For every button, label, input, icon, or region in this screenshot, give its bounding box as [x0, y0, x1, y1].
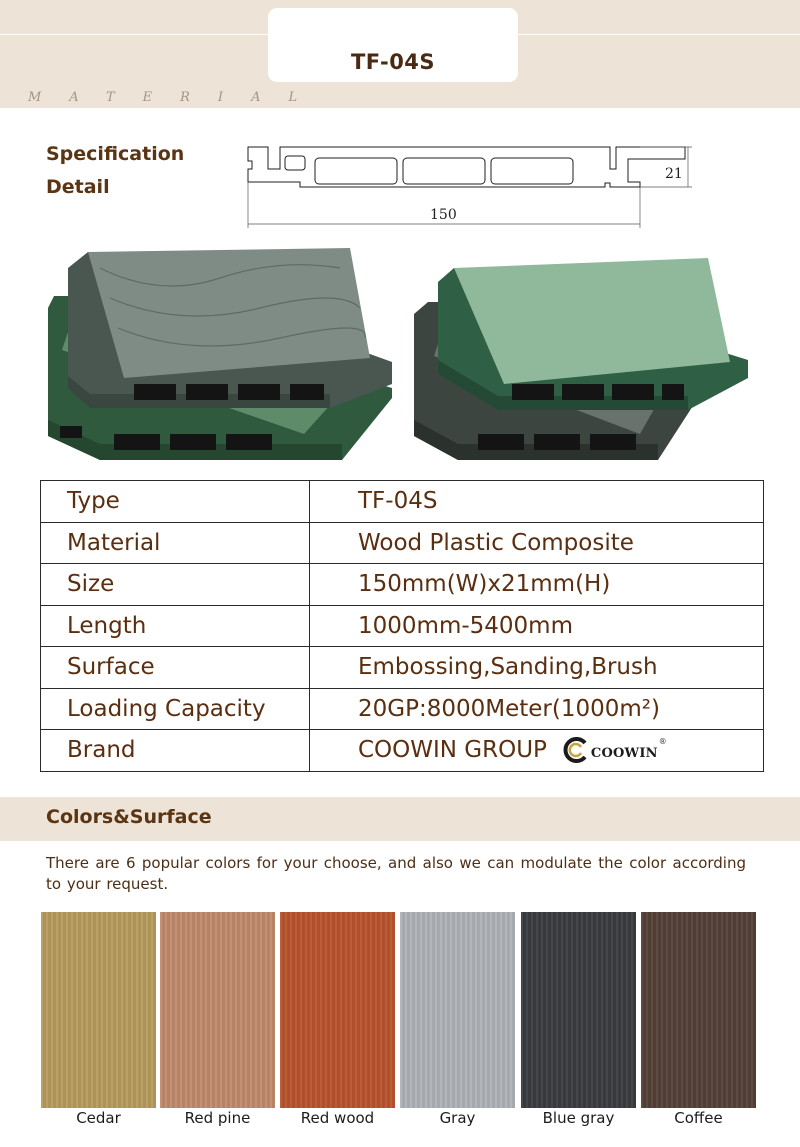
- back-hole-3: [590, 434, 636, 450]
- row-value-brand: COOWIN GROUP: [358, 737, 547, 764]
- swatch-label-blue-gray: Blue gray: [542, 1109, 615, 1127]
- swatch-label-red-pine: Red pine: [184, 1109, 251, 1127]
- swatch-label-red-wood: Red wood: [300, 1109, 375, 1127]
- spec-table: [40, 480, 764, 772]
- front-hole-3: [238, 384, 280, 400]
- table-row: [41, 481, 764, 523]
- row-value-surface: Embossing,Sanding,Brush: [310, 647, 764, 689]
- swatch-coffee: [641, 912, 756, 1108]
- page-title: TF-04S: [350, 50, 436, 74]
- profile-hollow-1: [315, 158, 397, 184]
- row-label-length: Length: [41, 605, 310, 647]
- row-label-size: Size: [41, 564, 310, 606]
- row-label-type: Type: [41, 481, 310, 523]
- table-row: [41, 730, 764, 772]
- profile-outline: [248, 147, 685, 187]
- table-row: [41, 647, 764, 689]
- table-row: [41, 605, 764, 647]
- front-hole-2: [186, 384, 228, 400]
- row-value-length: 1000mm-5400mm: [310, 605, 764, 647]
- colors-surface-band: [0, 797, 800, 841]
- row-value-size: 150mm(W)x21mm(H): [310, 564, 764, 606]
- spec-heading-line1: Specification: [46, 143, 185, 165]
- profile-cross-section-drawing: [230, 140, 700, 232]
- spec-heading-line2: Detail: [46, 176, 110, 198]
- row-label-surface: Surface: [41, 647, 310, 689]
- front-hole-3: [612, 384, 654, 400]
- back-hole-2: [170, 434, 216, 450]
- front-hole-4: [290, 384, 324, 400]
- back-hole-1: [114, 434, 160, 450]
- row-label-brand: Brand: [41, 730, 310, 772]
- back-hole-1: [478, 434, 524, 450]
- front-board-face: [88, 248, 370, 378]
- row-label-material: Material: [41, 522, 310, 564]
- front-hole-2: [562, 384, 604, 400]
- coowin-logo: [563, 737, 667, 763]
- table-row: [41, 564, 764, 606]
- row-value-type: TF-04S: [310, 481, 764, 523]
- product-photo-gray-green: [40, 238, 400, 468]
- swatch-red-wood: [280, 912, 395, 1108]
- table-row: [41, 688, 764, 730]
- colors-surface-heading: Colors&Surface: [46, 806, 212, 828]
- back-hole-3: [226, 434, 272, 450]
- swatch-label-cedar: Cedar: [76, 1109, 121, 1127]
- product-photo-green-gray: [408, 238, 760, 468]
- height-label: 21: [665, 166, 683, 182]
- colors-intro-text: There are 6 popular colors for your choose, and also we can modulate the color according to your request.: [46, 854, 746, 893]
- swatch-cedar: [41, 912, 156, 1108]
- profile-hollow-3: [491, 158, 573, 184]
- registered-mark: ®: [658, 737, 667, 747]
- swatch-label-gray: Gray: [439, 1109, 476, 1127]
- row-value-brand-cell: [310, 730, 764, 772]
- row-label-loading-capacity: Loading Capacity: [41, 688, 310, 730]
- profile-small-slot: [285, 156, 305, 170]
- title-card: [268, 8, 518, 82]
- swatch-label-coffee: Coffee: [674, 1109, 723, 1127]
- swatch-blue-gray: [521, 912, 636, 1108]
- table-row: [41, 522, 764, 564]
- row-value-material: Wood Plastic Composite: [310, 522, 764, 564]
- back-hole-small: [60, 426, 82, 438]
- front-hole-4: [662, 384, 684, 400]
- back-hole-2: [534, 434, 580, 450]
- row-value-loading-capacity: 20GP:8000Meter(1000m²): [310, 688, 764, 730]
- spec-detail-heading: [46, 138, 226, 204]
- section-label-material: MATERIAL: [28, 90, 326, 105]
- front-hole-1: [512, 384, 554, 400]
- width-label: 150: [430, 207, 457, 223]
- front-hole-1: [134, 384, 176, 400]
- swatch-gray: [400, 912, 515, 1108]
- brand-cell: [358, 737, 763, 763]
- swatch-red-pine: [160, 912, 275, 1108]
- header-band: [0, 0, 800, 108]
- profile-hollow-2: [403, 158, 485, 184]
- coowin-logo-text: COOWIN: [590, 746, 658, 762]
- coowin-swirl-icon: [563, 737, 589, 763]
